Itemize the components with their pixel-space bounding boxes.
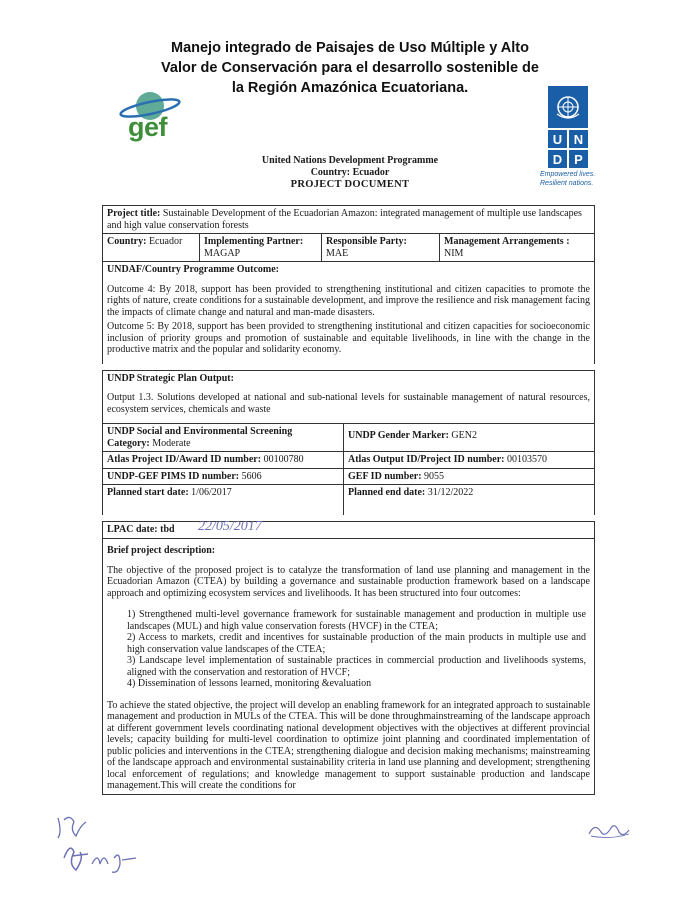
undaf-outcome-4: Outcome 4: By 2018, support has been provided to strengthening institutional and citizen capacities to promote the rights of nature, create conditions for a sustainable development, and improve the resilience and risk management facing the impacts of climate change and natural and man-made disasters. [107,283,590,318]
project-title-label: Project title: [107,208,161,219]
gef-logo-text: gef [128,112,167,142]
description-closing: To achieve the stated objective, the project will develop an enabling framework for an integrated approach to sustainable management and production in MULs of the CTEA. This will be done throughmainstreaming of the landscape approach at different government levels coordinating national development objectives with the objectives at different provincial levels; capacity building for multi-level coordination to optimize joint planning and coordinated implementation of public policies and interventions in the CTEA; strengthening dialogue and decision making mechanisms; mainstreaming of the landscape approach and environmental sustainability criteria in land use planning and development; strengthening local enforcement of regulations; and knowledge management to support sustainable production and landscape management.This will create the conditions for [107,699,591,791]
document-type: PROJECT DOCUMENT [290,179,410,190]
list-item: 3) Landscape level implementation of sustainable practices in commercial production and livelihoods systems, aligned with the conservation and restoration of HVCF; [127,655,586,678]
description-intro: The objective of the proposed project is to catalyze the transformation of land use planning and management in the Ecuadorian Amazon (CTEA) by building a governance and sustainable production framework based on a landscape approach and optimizing ecosystem services and livelihoods. It has been structured into four outcomes: [107,564,590,599]
strategic-plan-section [103,371,594,424]
list-item: 2) Access to markets, credit and incentives for sustainable production of the main products in multiple use and high conservation value landscapes of the CTEA; [127,632,586,655]
undaf-label: UNDAF/Country Programme Outcome: [107,264,279,275]
handwritten-initials-right [585,818,635,844]
heading-line-2: Valor de Conservación para el desarrollo sostenible de [161,60,539,76]
gender-marker-cell: UNDP Gender Marker: GEN2 [343,424,594,451]
project-title-value: Sustainable Development of the Ecuadorian Amazon: integrated management of multiple use landscapes and high value conservation forests [107,208,582,231]
organization-block [200,155,500,191]
un-emblem-icon [548,86,588,128]
description-outcome-list [107,609,590,690]
project-title-row [103,206,594,233]
undp-letter: P [569,150,588,168]
lpac-handwritten-date: 22/05/2017 [198,519,262,534]
undaf-outcome-5: Outcome 5: By 2018, support has been provided to strengthening institutional and citizen capacities for socioeconomic inclusion of priority groups and promotion of sustainable and equitable livelihoods, in line with the change in the productive matrix and the popular and solidarity economy. [107,321,590,355]
undp-letter: D [548,150,567,168]
strategic-plan-label: UNDP Strategic Plan Output: [107,372,234,384]
undp-letter: U [548,130,567,148]
list-item: 1) Strengthened multi-level governance framework for sustainable management and production in multiple use landscapes (MUL) and high value conservation forests (HVCF) in the CTEA; [127,609,586,632]
screening-row [103,423,594,451]
heading-line-3: la Región Amazónica Ecuatoriana. [231,80,469,96]
project-info-box [102,205,595,364]
handwritten-initials-signature [40,812,150,892]
heading-line-1: Manejo integrado de Paisajes de Uso Múltiple y Alto [170,40,529,56]
document-heading [150,38,550,98]
lpac-row [103,519,594,538]
responsible-party-cell: Responsible Party: MAE [321,234,439,261]
org-country: Country: Ecuador [310,167,390,178]
description-label: Brief project description: [107,545,216,556]
start-date-cell: Planned start date: 1/06/2017 [107,487,232,498]
lpac-label: LPAC date: [107,524,158,535]
screening-cell: UNDP Social and Environmental Screening Category: Moderate [107,426,293,449]
end-date-cell: Planned end date: 31/12/2022 [343,485,594,515]
project-parties-row [103,233,594,261]
org-name: United Nations Development Programme [261,155,439,166]
atlas-output-id-cell: Atlas Output ID/Project ID number: 00103570 [343,452,594,468]
lpac-description-box [102,521,595,795]
undp-logo [548,86,588,168]
undaf-section [103,261,594,364]
list-item: 4) Dissemination of lessons learned, monitoring &evaluation [127,678,372,689]
country-cell: Country: Ecuador [107,236,183,247]
atlas-id-row [103,451,594,468]
pims-gef-row [103,468,594,485]
description-section [103,538,594,794]
management-arrangements-cell: Management Arrangements : NIM [439,234,594,261]
implementing-partner-cell: Implementing Partner: MAGAP [199,234,321,261]
strategic-plan-output: Output 1.3. Solutions developed at national and sub-national levels for sustainable management of natural resources, ecosystem services, chemicals and waste [107,392,590,415]
atlas-project-id-cell: Atlas Project ID/Award ID number: 00100780 [107,454,304,465]
lpac-value: tbd [160,524,175,535]
pims-id-cell: UNDP-GEF PIMS ID number: 5606 [107,470,262,482]
strategic-plan-box [102,370,595,516]
dates-row [103,484,594,515]
project-form [102,205,595,795]
gef-id-cell: GEF ID number: 9055 [343,469,594,485]
undp-tagline: Empowered lives. Resilient nations. [540,171,596,187]
undp-letter: N [569,130,588,148]
